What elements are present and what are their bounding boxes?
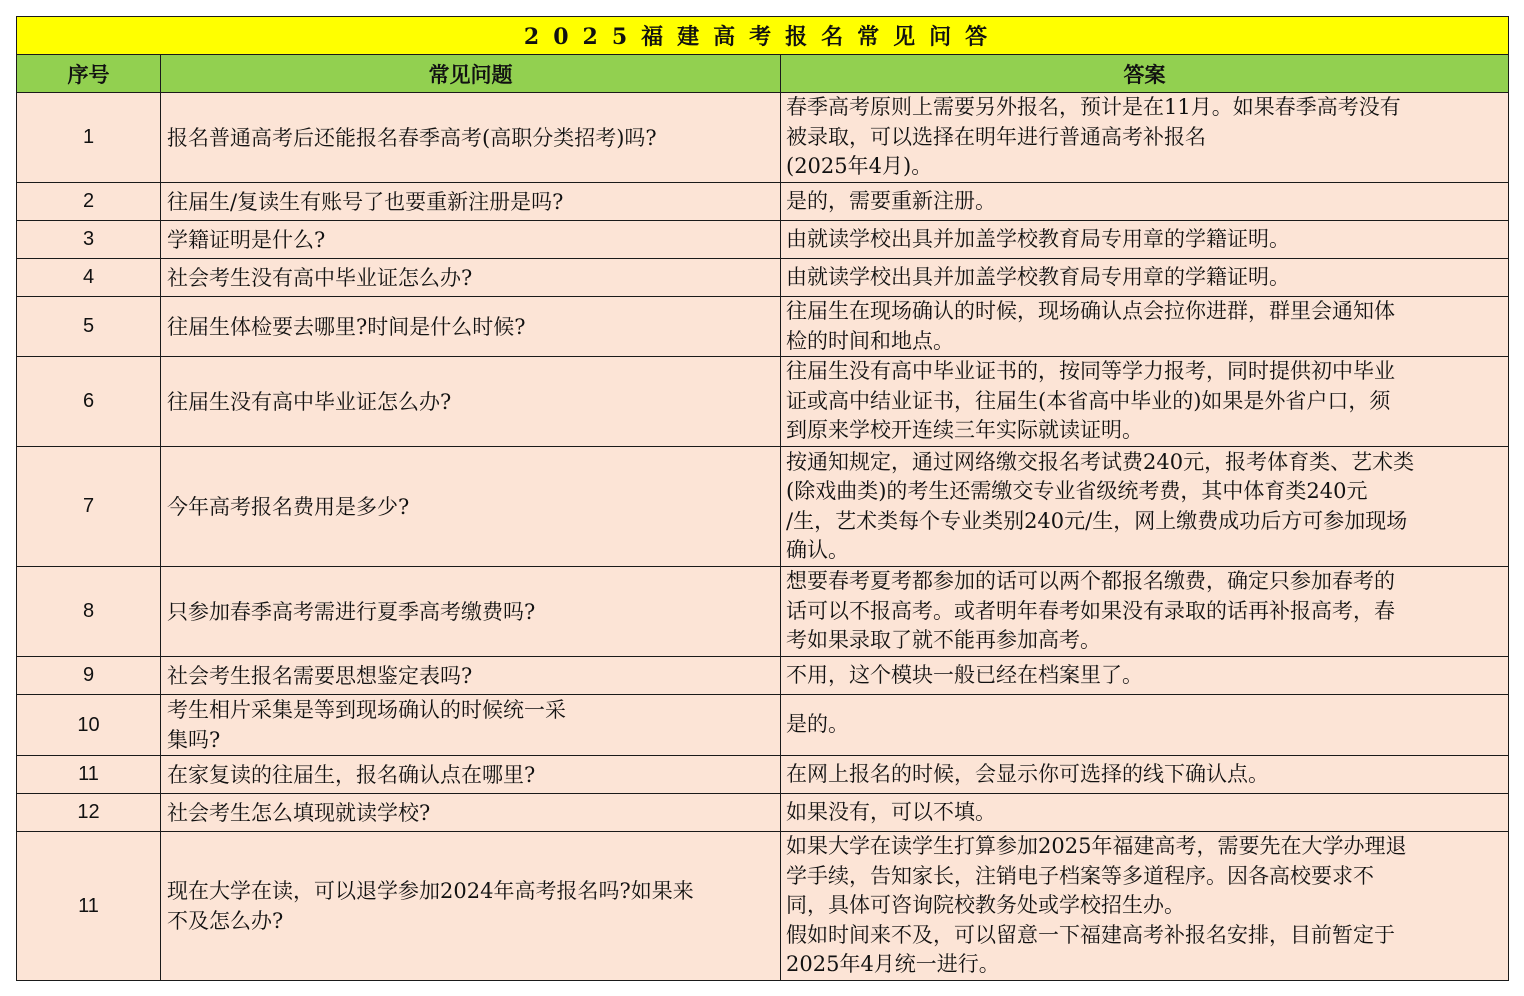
row-answer[interactable]: 不用，这个模块一般已经在档案里了。 <box>781 657 1509 695</box>
table-row <box>17 447 1509 567</box>
table-row <box>17 259 1509 297</box>
row-index[interactable]: 4 <box>17 259 161 297</box>
table-row <box>17 567 1509 657</box>
row-index[interactable]: 3 <box>17 221 161 259</box>
row-answer[interactable]: 在网上报名的时候，会显示你可选择的线下确认点。 <box>781 756 1509 794</box>
row-question[interactable]: 社会考生怎么填现就读学校? <box>161 794 781 832</box>
row-index[interactable]: 5 <box>17 297 161 357</box>
row-index[interactable]: 10 <box>17 695 161 756</box>
table-row <box>17 93 1509 183</box>
row-index[interactable]: 7 <box>17 447 161 567</box>
row-index[interactable]: 11 <box>17 832 161 981</box>
faq-table <box>16 16 1509 981</box>
row-question[interactable]: 往届生没有高中毕业证怎么办? <box>161 357 781 447</box>
row-answer[interactable]: 往届生没有高中毕业证书的，按同等学力报考，同时提供初中毕业 证或高中结业证书，往届生(本省高中毕业的)如果是外省户口，须 到原来学校开连续三年实际就读证明。 <box>781 357 1509 447</box>
row-question[interactable]: 今年高考报名费用是多少? <box>161 447 781 567</box>
row-question[interactable]: 考生相片采集是等到现场确认的时候统一采 集吗? <box>161 695 781 756</box>
row-index[interactable]: 2 <box>17 183 161 221</box>
row-answer[interactable]: 如果没有，可以不填。 <box>781 794 1509 832</box>
row-question[interactable]: 在家复读的往届生，报名确认点在哪里? <box>161 756 781 794</box>
row-index[interactable]: 11 <box>17 756 161 794</box>
row-index[interactable]: 8 <box>17 567 161 657</box>
table-row <box>17 183 1509 221</box>
row-answer[interactable]: 如果大学在读学生打算参加2025年福建高考，需要先在大学办理退 学手续，告知家长，注销电子档案等多道程序。因各高校要求不 同，具体可咨询院校教务处或学校招生办。 假如时间来不及，可以留意一下福建高考补报名安排，目前暂定于 2025年4月统一进行。 <box>781 832 1509 981</box>
table-row <box>17 832 1509 981</box>
row-answer[interactable]: 是的。 <box>781 695 1509 756</box>
row-question[interactable]: 往届生体检要去哪里?时间是什么时候? <box>161 297 781 357</box>
row-answer[interactable]: 想要春考夏考都参加的话可以两个都报名缴费，确定只参加春考的 话可以不报高考。或者明年春考如果没有录取的话再补报高考，春 考如果录取了就不能再参加高考。 <box>781 567 1509 657</box>
row-question[interactable]: 社会考生报名需要思想鉴定表吗? <box>161 657 781 695</box>
row-answer[interactable]: 由就读学校出具并加盖学校教育局专用章的学籍证明。 <box>781 259 1509 297</box>
row-question[interactable]: 学籍证明是什么? <box>161 221 781 259</box>
header-row <box>17 55 1509 93</box>
row-answer[interactable]: 由就读学校出具并加盖学校教育局专用章的学籍证明。 <box>781 221 1509 259</box>
row-question[interactable]: 只参加春季高考需进行夏季高考缴费吗? <box>161 567 781 657</box>
row-answer[interactable]: 往届生在现场确认的时候，现场确认点会拉你进群，群里会通知体 检的时间和地点。 <box>781 297 1509 357</box>
table-row <box>17 657 1509 695</box>
row-index[interactable]: 9 <box>17 657 161 695</box>
row-question[interactable]: 现在大学在读，可以退学参加2024年高考报名吗?如果来 不及怎么办? <box>161 832 781 981</box>
row-answer[interactable]: 按通知规定，通过网络缴交报名考试费240元，报考体育类、艺术类 (除戏曲类)的考生还需缴交专业省级统考费，其中体育类240元 /生，艺术类每个专业类别240元/生，网上缴费成功后方可参加现场 确认。 <box>781 447 1509 567</box>
row-answer[interactable]: 春季高考原则上需要另外报名，预计是在11月。如果春季高考没有 被录取，可以选择在明年进行普通高考补报名 (2025年4月)。 <box>781 93 1509 183</box>
title-row <box>17 17 1509 55</box>
row-index[interactable]: 12 <box>17 794 161 832</box>
row-index[interactable]: 6 <box>17 357 161 447</box>
table-row <box>17 794 1509 832</box>
header-question[interactable]: 常见问题 <box>161 55 781 93</box>
table-row <box>17 221 1509 259</box>
header-answer[interactable]: 答案 <box>781 55 1509 93</box>
row-answer[interactable]: 是的，需要重新注册。 <box>781 183 1509 221</box>
table-row <box>17 756 1509 794</box>
row-question[interactable]: 报名普通高考后还能报名春季高考(高职分类招考)吗? <box>161 93 781 183</box>
table-row <box>17 357 1509 447</box>
row-question[interactable]: 往届生/复读生有账号了也要重新注册是吗? <box>161 183 781 221</box>
header-index[interactable]: 序号 <box>17 55 161 93</box>
row-question[interactable]: 社会考生没有高中毕业证怎么办? <box>161 259 781 297</box>
table-row <box>17 695 1509 756</box>
table-title[interactable]: 2025福建高考报名常见问答 <box>17 17 1509 55</box>
table-row <box>17 297 1509 357</box>
row-index[interactable]: 1 <box>17 93 161 183</box>
